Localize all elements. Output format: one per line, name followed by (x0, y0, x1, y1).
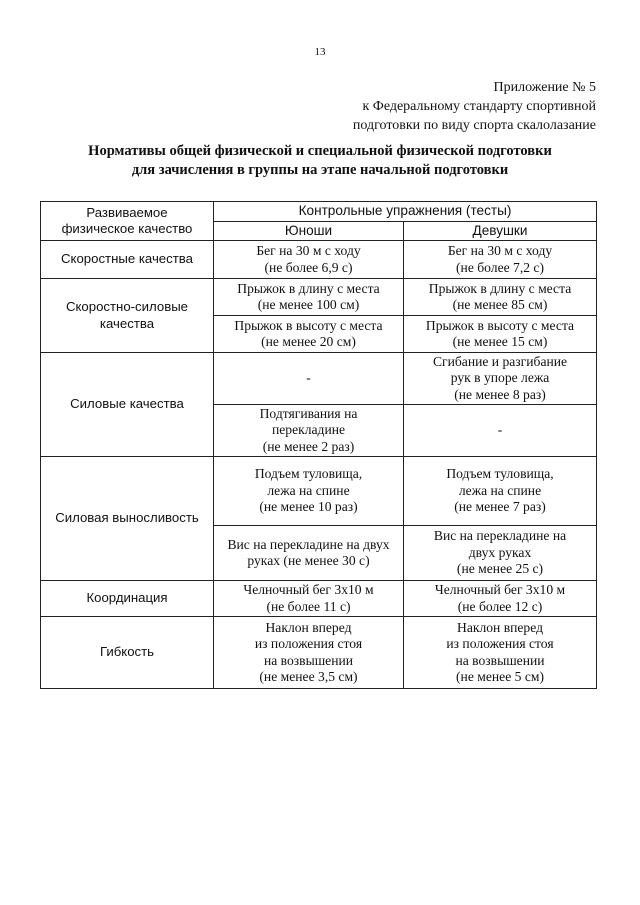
speed-boys (214, 241, 404, 279)
cell-line: (не менее 8 раз) (454, 386, 546, 402)
appendix-line-3: подготовки по виду спорта скалолазание (352, 118, 596, 133)
quality-strength-endurance: Силовая выносливость (41, 457, 214, 581)
cell-line: (не более 11 с) (266, 598, 351, 614)
cell-line: Бег на 30 м с ходу (256, 243, 361, 258)
speed-girls (404, 241, 597, 279)
cell-line: (не более 6,9 с) (264, 259, 353, 275)
push-up-boys: - (214, 353, 404, 405)
cell-line: Вис на перекладине на (433, 528, 567, 544)
cell-line: Прыжок в длину с места (428, 280, 572, 296)
cell-line: (не менее 15 см) (452, 334, 548, 349)
quality-strength: Силовые качества (41, 353, 214, 457)
cell-line: рук в упоре лежа (450, 370, 550, 386)
cell-line: Наклон вперед (265, 619, 352, 635)
pull-up-girls: - (404, 405, 597, 457)
page-number: 13 (314, 46, 326, 58)
cell-line: Прыжок в высоту с места (425, 317, 575, 333)
quality-coordination: Координация (41, 581, 214, 617)
shuttle-run-girls (404, 581, 597, 617)
cell-line: из положения стоя (446, 636, 554, 651)
header-quality (41, 202, 214, 241)
hang-girls (404, 526, 597, 581)
appendix-line-1: Приложение № 5 (493, 80, 596, 95)
norms-table (40, 201, 597, 689)
cell-line: качества (99, 315, 155, 331)
cell-line: на возвышении (263, 652, 354, 668)
cell-line: (не более 7,2 с) (456, 259, 544, 275)
hang-boys (214, 526, 404, 581)
document-title (40, 142, 600, 180)
cell-line: (не менее 20 см) (261, 334, 356, 349)
long-jump-girls (404, 279, 597, 316)
cell-line: (не менее 100 см) (257, 297, 360, 312)
appendix-line-2: к Федеральному стандарту спортивной (362, 99, 596, 114)
cell-line: из положения стоя (254, 636, 363, 651)
pull-up-boys (214, 405, 404, 457)
sit-up-girls (404, 457, 597, 526)
cell-line: перекладине (271, 422, 346, 438)
cell-line: на возвышении (455, 652, 545, 668)
cell-line: (не менее 85 см) (452, 297, 548, 312)
cell-line: двух руках (468, 544, 532, 560)
sit-up-boys (214, 457, 404, 526)
cell-line: лежа на спине (458, 482, 542, 498)
long-jump-boys (214, 279, 404, 316)
shuttle-run-boys (214, 581, 404, 617)
header-quality-line-2: физическое качество (61, 221, 193, 236)
title-line-2: для зачисления в группы на этапе начальной подготовки (131, 162, 509, 178)
cell-line: Подъем туловища, (254, 466, 363, 482)
cell-line: Челночный бег 3х10 м (434, 582, 566, 597)
high-jump-boys (214, 316, 404, 353)
cell-line: Подтягивания на (259, 405, 358, 421)
cell-line: Сгибание и разгибание (432, 353, 568, 369)
cell-line: (не менее 5 см) (456, 669, 544, 684)
cell-line: Вис на перекладине на двух (227, 536, 390, 552)
cell-line: Подъем туловища, (446, 466, 554, 482)
high-jump-girls (404, 316, 597, 353)
cell-line: Бег на 30 м с ходу (447, 243, 553, 258)
header-quality-line-1: Развиваемое (86, 204, 168, 220)
appendix-heading (236, 78, 596, 135)
cell-line: Челночный бег 3х10 м (243, 582, 374, 597)
quality-speed: Скоростные качества (41, 241, 214, 279)
cell-line: Скоростно-силовые (65, 299, 189, 314)
cell-line: (не менее 25 с) (456, 561, 544, 577)
cell-line: (не менее 10 раз) (259, 499, 358, 515)
cell-line: (не менее 2 раз) (262, 438, 355, 454)
cell-line: Наклон вперед (457, 619, 544, 635)
cell-line: (не менее 7 раз) (454, 499, 546, 515)
bend-girls (404, 617, 597, 689)
cell-line: (не более 12 с) (457, 598, 543, 614)
cell-line: руках (не менее 30 с) (247, 553, 370, 568)
title-line-1: Нормативы общей физической и специальной физической подготовки (88, 143, 552, 159)
header-boys: Юноши (214, 222, 404, 241)
push-up-girls (404, 353, 597, 405)
bend-boys (214, 617, 404, 689)
header-girls: Девушки (404, 222, 597, 241)
cell-line: лежа на спине (267, 482, 350, 498)
quality-flexibility: Гибкость (41, 617, 214, 689)
header-tests: Контрольные упражнения (тесты) (214, 202, 597, 222)
quality-speed-strength (41, 279, 214, 353)
cell-line: Прыжок в длину с места (237, 280, 380, 296)
cell-line: Прыжок в высоту с места (234, 317, 383, 333)
cell-line: (не менее 3,5 см) (259, 669, 358, 684)
